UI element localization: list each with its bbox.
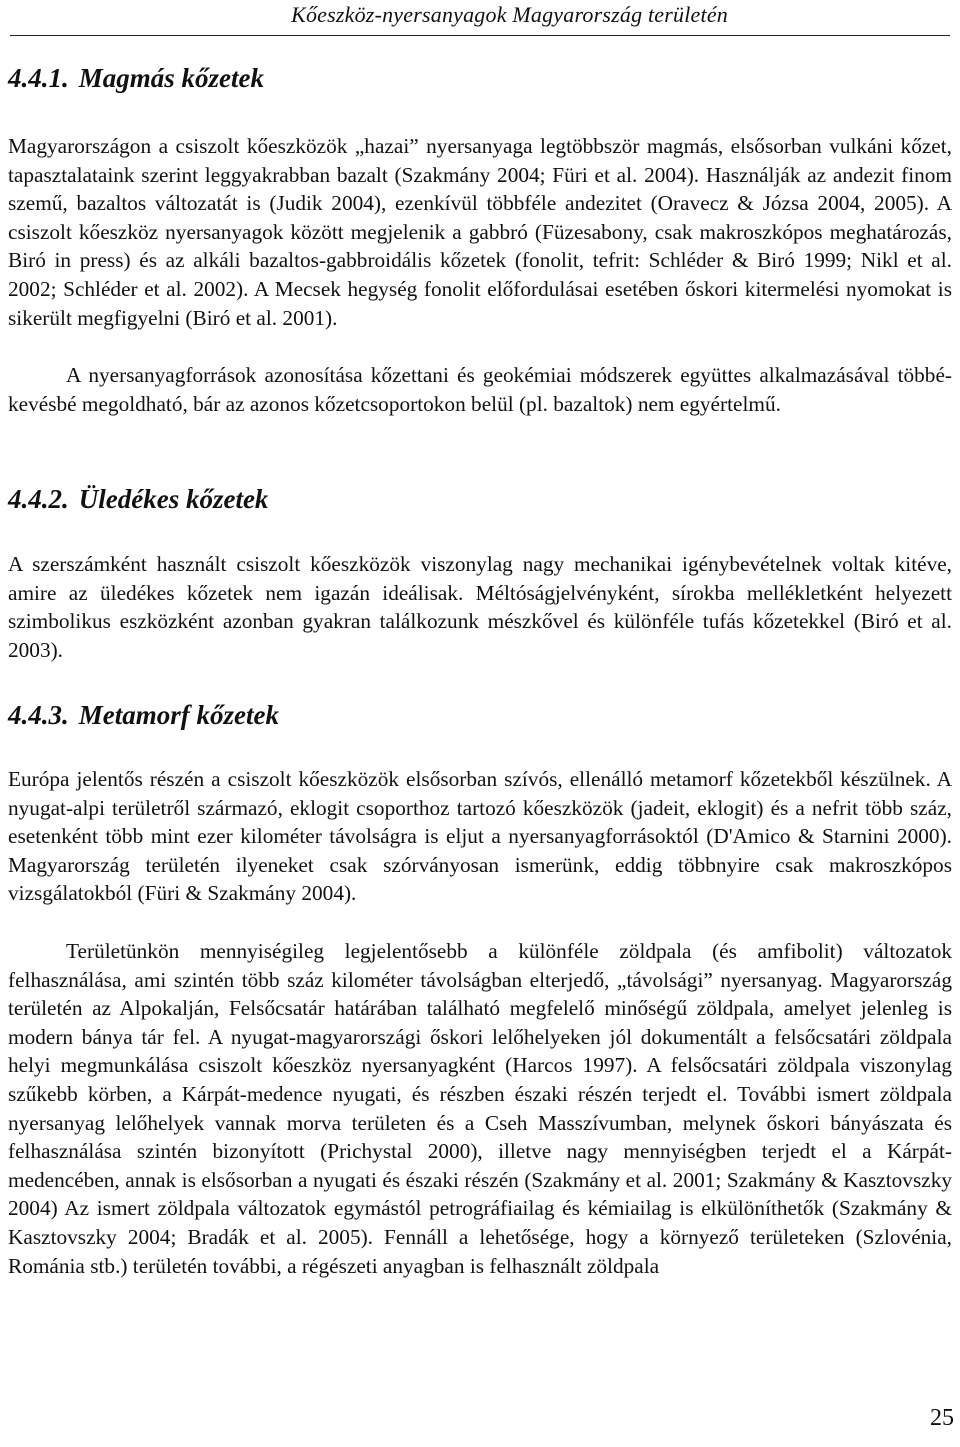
section-number: 4.4.2. xyxy=(8,484,69,514)
section-heading-magmas xyxy=(8,63,264,94)
running-header: Kőeszköz-nyersanyagok Magyarország területén xyxy=(291,2,728,27)
section-title: Magmás kőzetek xyxy=(78,63,264,93)
paragraph-magmas-2: A nyersanyagforrások azonosítása kőzettani és geokémiai módszerek együttes alkalmazásával többé-kevésbé megoldható, bár az azonos kőzetcsoportokon belül (pl. bazaltok) nem egyértelmű. xyxy=(8,363,952,416)
paragraph-magmas-1: Magyarországon a csiszolt kőeszközök „hazai” nyersanyaga legtöbbször magmás, elsősorban vulkáni kőzet, tapasztalataink szerint leggyakrabban bazalt (Szakmány 2004; Füri et al. 2004). Használják az andezit finom szemű, bazaltos változatát is (Judik 2004), ezenkívül többféle andezitet (Oravecz & Józsa 2004, 2005). A csiszolt kőeszköz nyersanyagok között megjelenik a gabbró (Füzesabony, csak makroszkópos meghatározás, Biró in press) és az alkáli bazaltos-gabbroidális kőzetek (fonolit, tefrit: Schléder & Biró 1999; Nikl et al. 2002; Schléder et al. 2002). A Mecsek hegység fonolit előfordulásai esetében őskori kitermelési nyomokat is sikerült megfigyelni (Biró et al. 2001). xyxy=(8,134,952,330)
header-rule xyxy=(10,35,950,36)
section-heading-metamorf xyxy=(8,700,279,731)
page-number: 25 xyxy=(930,1405,954,1431)
section-number: 4.4.1. xyxy=(8,63,69,93)
section-title: Metamorf kőzetek xyxy=(78,700,279,730)
section-heading-uledekes xyxy=(8,484,268,515)
section-number: 4.4.3. xyxy=(8,700,69,730)
paragraph-uledekes-1: A szerszámként használt csiszolt kőeszközök viszonylag nagy mechanikai igénybevételnek voltak kitéve, amire az üledékes kőzetek nem igazán ideálisak. Méltóságjelvényként, sírokba mellékletként helyezett szimbolikus eszközként azonban gyakran találkozunk mészkővel és különféle tufás kőzetekkel (Biró et al. 2003). xyxy=(8,552,952,662)
paragraph-metamorf-2: Területünkön mennyiségileg legjelentősebb a különféle zöldpala (és amfibolit) változatok felhasználása, ami szintén több száz kilométer távolságban elterjedő, „távolsági” nyersanyag. Magyarország területén az Alpokalján, Felsőcsatár határában található megfelelő minőségű zöldpala, amelyet jelenleg is modern bánya tár fel. A nyugat-magyarországi őskori lelőhelyeken jól dokumentált a felsőcsatári zöldpala helyi megmunkálása csiszolt kőeszköz nyersanyagként (Harcos 1997). A felsőcsatári zöldpala viszonylag szűkebb körben, a Kárpát-medence nyugati, és részben északi részén terjedt el. További ismert zöldpala nyersanyag lelőhelyek vannak morva területen és a Cseh Masszívumban, melynek őskori bányászata és felhasználása szintén bizonyított (Prichystal 2000), illetve nagy mennyiségben terjedt el a Kárpát-medencében, annak is elsősorban a nyugati és északi részén (Szakmány et al. 2001; Szakmány & Kasztovszky 2004) Az ismert zöldpala változatok egymástól petrográfiailag és kémiailag is elkülöníthetők (Szakmány & Kasztovszky 2004; Bradák et al. 2005). Fennáll a lehetősége, hogy a környező területeken (Szlovénia, Románia stb.) területén további, a régészeti anyagban is felhasznált zöldpala xyxy=(8,939,952,1278)
section-title: Üledékes kőzetek xyxy=(78,484,269,514)
paragraph-metamorf-1: Európa jelentős részén a csiszolt kőeszközök elsősorban szívós, ellenálló metamorf kőzetekből készülnek. A nyugat-alpi területről származó, eklogit csoporthoz tartozó kőeszközök (jadeit, eklogit) és a nefrit több száz, esetenként több mint ezer kilométer távolságra is eljut a nyersanyagforrásoktól (D'Amico & Starnini 2000). Magyarország területén ilyeneket csak szórványosan ismerünk, eddig többnyire csak makroszkópos vizsgálatokból (Füri & Szakmány 2004). xyxy=(8,767,952,906)
